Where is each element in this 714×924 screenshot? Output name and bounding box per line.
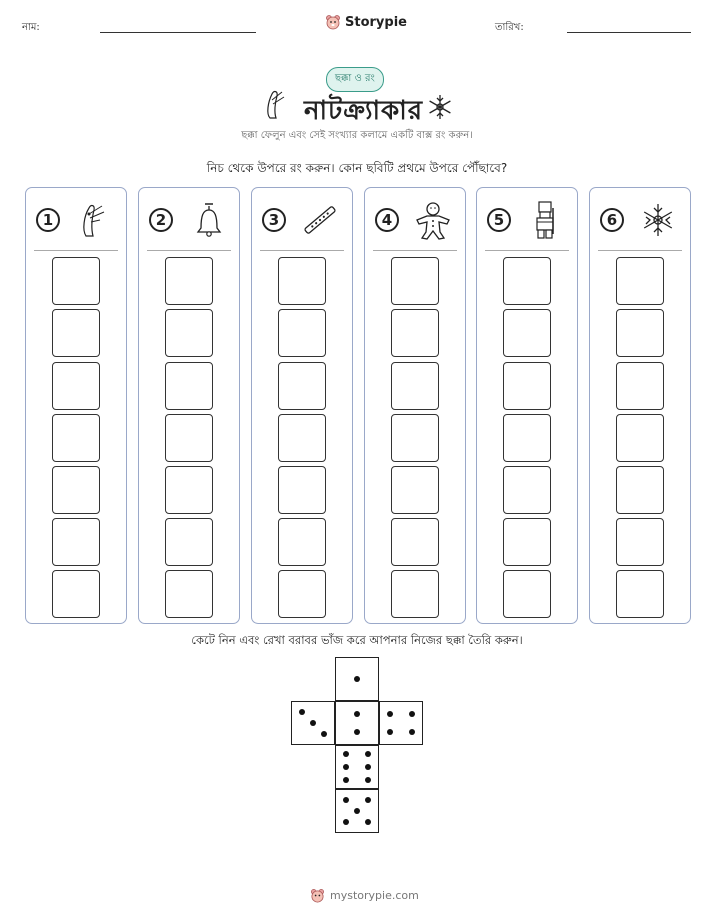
die-pip — [343, 764, 349, 770]
die-pip — [343, 777, 349, 783]
ballet-shoe-icon — [74, 200, 114, 240]
die-pip — [387, 711, 393, 717]
die-pip — [343, 819, 349, 825]
color-box[interactable] — [165, 570, 213, 618]
color-box[interactable] — [391, 414, 439, 462]
die-pip — [354, 676, 360, 682]
die-pip — [365, 819, 371, 825]
die-pip — [299, 709, 305, 715]
die-face-1 — [335, 657, 379, 701]
column-divider — [485, 250, 569, 251]
column-number: 3 — [262, 208, 286, 232]
flute-icon — [300, 200, 340, 240]
color-box[interactable] — [52, 518, 100, 566]
color-box[interactable] — [503, 570, 551, 618]
color-box[interactable] — [52, 362, 100, 410]
color-box[interactable] — [52, 570, 100, 618]
page-subtitle: ছক্কা ফেলুন এবং সেই সংখ্যার কলামে একটি বাক্স রং করুন। — [241, 130, 473, 141]
column-number: 6 — [600, 208, 624, 232]
die-pip — [354, 711, 360, 717]
die-pip — [365, 777, 371, 783]
die-pip — [343, 751, 349, 757]
color-box[interactable] — [278, 362, 326, 410]
column-divider — [34, 250, 118, 251]
die-pip — [409, 711, 415, 717]
bell-icon — [187, 200, 227, 240]
cut-instruction: কেটে নিন এবং রেখা বরাবর ভাঁজ করে আপনার নিজের ছক্কা তৈরি করুন। — [191, 633, 523, 647]
column-divider — [373, 250, 457, 251]
die-pip — [354, 729, 360, 735]
color-box[interactable] — [616, 518, 664, 566]
color-box[interactable] — [616, 309, 664, 357]
bear-logo-icon — [325, 14, 341, 30]
color-box[interactable] — [616, 414, 664, 462]
die-pip — [365, 751, 371, 757]
column-divider — [598, 250, 682, 251]
name-line[interactable] — [100, 32, 256, 33]
color-box[interactable] — [391, 309, 439, 357]
die-pip — [365, 764, 371, 770]
snowflake-icon — [638, 200, 678, 240]
color-box[interactable] — [165, 414, 213, 462]
color-box[interactable] — [165, 518, 213, 566]
name-label: নাম: — [22, 22, 40, 33]
color-box[interactable] — [391, 257, 439, 305]
color-box[interactable] — [391, 570, 439, 618]
ballet-shoe-title-icon — [262, 88, 288, 122]
gingerbread-man-icon — [413, 200, 453, 240]
color-box[interactable] — [52, 309, 100, 357]
color-box[interactable] — [616, 570, 664, 618]
column-4 — [364, 187, 466, 624]
color-box[interactable] — [391, 362, 439, 410]
color-box[interactable] — [165, 257, 213, 305]
color-box[interactable] — [165, 466, 213, 514]
snowflake-title-icon — [426, 93, 454, 121]
column-divider — [147, 250, 231, 251]
color-box[interactable] — [278, 570, 326, 618]
die-pip — [310, 720, 316, 726]
column-6 — [589, 187, 691, 624]
color-box[interactable] — [503, 362, 551, 410]
column-number: 2 — [149, 208, 173, 232]
color-box[interactable] — [616, 466, 664, 514]
page-title: নাটক্র্যাকার — [304, 96, 424, 126]
column-number: 1 — [36, 208, 60, 232]
die-pip — [409, 729, 415, 735]
date-label: তারিখ: — [495, 22, 524, 33]
footer-url[interactable]: mystorypie.com — [330, 889, 419, 902]
column-number: 5 — [487, 208, 511, 232]
brand-name: Storypie — [345, 14, 407, 30]
column-5 — [476, 187, 578, 624]
bear-footer-icon — [310, 888, 325, 903]
color-box[interactable] — [278, 414, 326, 462]
die-face-3 — [291, 701, 335, 745]
color-box[interactable] — [278, 257, 326, 305]
die-face-5 — [335, 789, 379, 833]
color-box[interactable] — [165, 362, 213, 410]
die-pip — [387, 729, 393, 735]
color-box[interactable] — [278, 309, 326, 357]
die-pip — [321, 731, 327, 737]
die-pip — [365, 797, 371, 803]
brand-logo — [325, 14, 407, 30]
die-pip — [354, 808, 360, 814]
color-box[interactable] — [503, 466, 551, 514]
date-line[interactable] — [567, 32, 691, 33]
die-face-2 — [335, 701, 379, 745]
die-pip — [343, 797, 349, 803]
color-box[interactable] — [503, 257, 551, 305]
column-number: 4 — [375, 208, 399, 232]
color-box[interactable] — [52, 414, 100, 462]
color-box[interactable] — [503, 414, 551, 462]
column-1 — [25, 187, 127, 624]
color-box[interactable] — [52, 466, 100, 514]
color-box[interactable] — [616, 257, 664, 305]
color-box[interactable] — [391, 518, 439, 566]
color-box[interactable] — [503, 518, 551, 566]
column-2 — [138, 187, 240, 624]
nutcracker-icon — [525, 200, 565, 240]
die-face-6 — [335, 745, 379, 789]
color-box[interactable] — [278, 466, 326, 514]
footer — [310, 888, 419, 903]
color-box[interactable] — [616, 362, 664, 410]
color-box[interactable] — [52, 257, 100, 305]
color-box[interactable] — [503, 309, 551, 357]
column-divider — [260, 250, 344, 251]
category-badge: ছক্কা ও রং — [326, 67, 384, 92]
color-box[interactable] — [165, 309, 213, 357]
instruction-text: নিচ থেকে উপরে রং করুন। কোন ছবিটি প্রথমে উপরে পৌঁছাবে? — [206, 161, 508, 175]
color-box[interactable] — [391, 466, 439, 514]
die-face-4 — [379, 701, 423, 745]
color-box[interactable] — [278, 518, 326, 566]
column-3 — [251, 187, 353, 624]
